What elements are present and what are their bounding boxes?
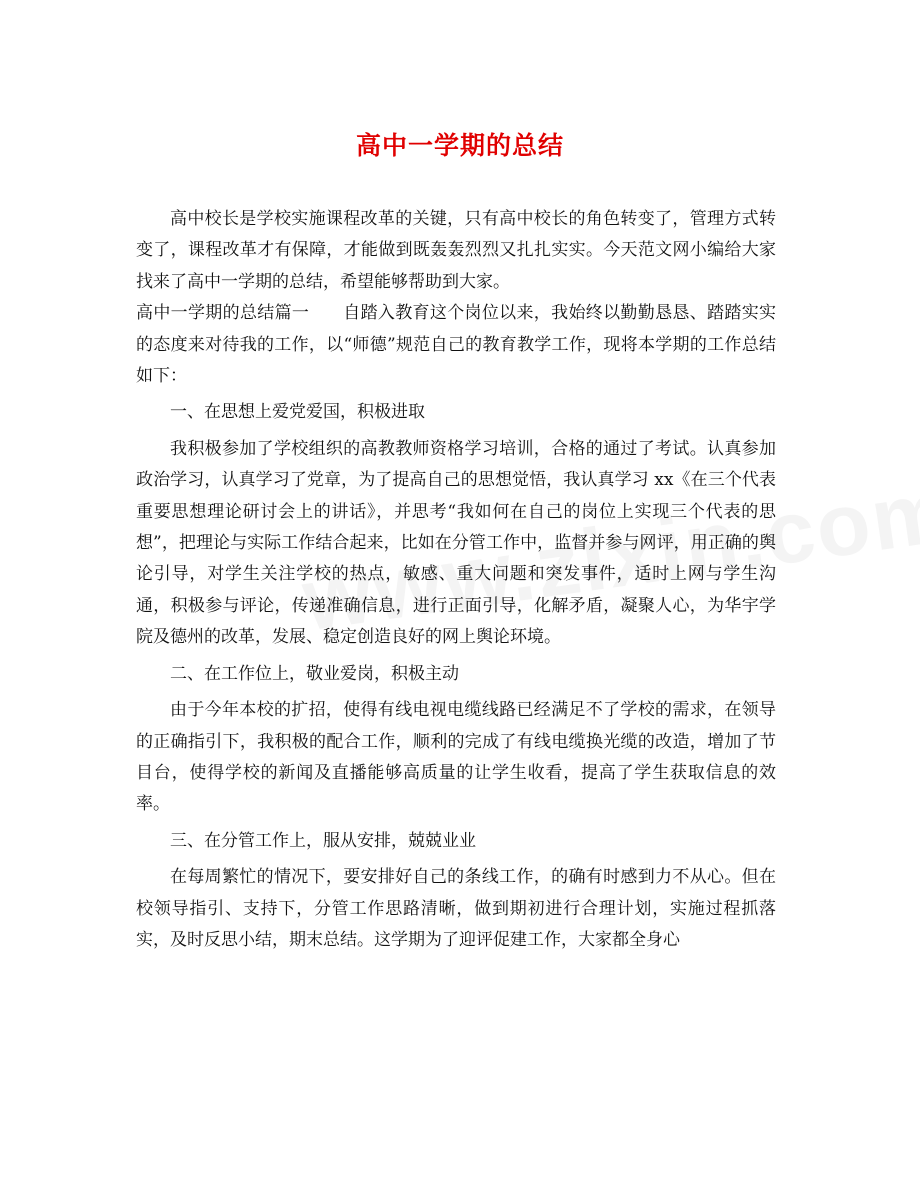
section2-body: 由于今年本校的扩招，使得有线电视电缆线路已经满足不了学校的需求，在领导的正确指引下，我积极的配合工作，顺利的完成了有线电缆换光缆的改造，增加了节目台，使得学校的新闻及直播能够高质量的让学生收看，提高了学生获取信息的效率。 (136, 700, 776, 815)
document-body (136, 204, 776, 956)
section1-heading: 一、在思想上爱党爱国，积极进取 (170, 402, 425, 423)
part1-paragraph (136, 298, 776, 392)
document-title: 高中一学期的总结 (355, 131, 564, 160)
section3-heading: 三、在分管工作上，服从安排，兢兢业业 (170, 830, 476, 851)
section3-body: 在每周繁忙的情况下，要安排好自己的条线工作，的确有时感到力不从心。但在校领导指引、支持下，分管工作思路清晰，做到期初进行合理计划，实施过程抓落实，及时反思小结，期末总结。这学期为了迎评促建工作，大家都全身心 (136, 867, 776, 950)
section1-body: 我积极参加了学校组织的高教教师资格学习培训，合格的通过了考试。认真参加政治学习，认真学习了党章，为了提高自己的思想觉悟，我认真学习 xx《在三个代表重要思想理论研讨会上的讲话》，并思考“我如何在自己的岗位上实现三个代表的思想”，把理论与实际工作结合起来，比如在分管工作中，监督并参与网评，用正确的舆论引导，对学生关注学校的热点，敏感、重大问题和突发事件，适时上网与学生沟通，积极参与评论，传递准确信息，进行正面引导，化解矛盾，凝聚人心，为华宇学院及德州的改革，发展、稳定创造良好的网上舆论环境。 (136, 438, 776, 648)
intro-paragraph: 高中校长是学校实施课程改革的关键，只有高中校长的角色转变了，管理方式转变了，课程改革才有保障，才能做到既轰轰烈烈又扎扎实实。今天范文网小编给大家找来了高中一学期的总结，希望能够帮助到大家。 (136, 209, 776, 292)
part1-heading: 高中一学期的总结篇一 (136, 303, 310, 324)
part1-lead: 自踏入教育这个岗位以来，我始终以勤勤恳恳、踏踏实实的态度来对待我的工作，以“师德”规范自己的教育教学工作，现将本学期的工作总结如下： (136, 303, 777, 387)
section2-heading: 二、在工作位上，敬业爱岗，积极主动 (170, 663, 459, 684)
